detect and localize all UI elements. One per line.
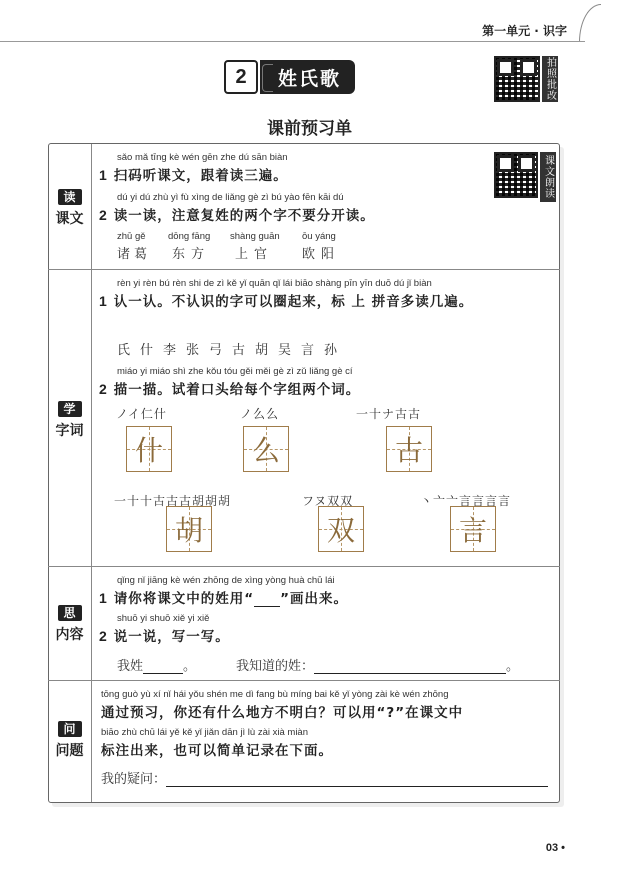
ask-line-1: 通过预习，你还有什么地方不明白？可以用“?”在课文中: [101, 705, 464, 721]
name-pinyin: dōng fāng: [168, 231, 211, 242]
known-surnames-input-line[interactable]: [314, 673, 506, 674]
think-item-1: [99, 587, 348, 607]
pinyin-line: rèn yi rèn bú rèn shi de zì kě yǐ quān qǐ lái biāo shàng pīn yīn duō dú jǐ biàn: [117, 278, 432, 289]
category-label: 问题: [55, 743, 84, 759]
category-badge: 思: [58, 605, 82, 621]
pinyin-line: biāo zhù chū lái yě kě yǐ jiǎn dān jì lù zài xià miàn: [101, 727, 309, 738]
fill-surname: [117, 655, 196, 674]
item-text: 读一读，注意复姓的两个字不要分开读。: [113, 208, 375, 224]
compound-surname: 欧阳: [302, 247, 341, 262]
item-number: 1: [99, 590, 108, 606]
row-divider-1: [48, 269, 560, 270]
page-number-value: 03: [545, 842, 559, 854]
category-badge: 问: [58, 721, 82, 737]
trace-character: 什: [134, 434, 163, 467]
trace-character: 胡: [174, 514, 203, 547]
page-header: [0, 0, 619, 42]
tracing-grid[interactable]: [386, 426, 432, 472]
header-divider: [0, 41, 585, 42]
item-number: 1: [99, 293, 108, 309]
stroke-order: 一十十古古古胡胡胡: [114, 494, 232, 508]
compound-surname: 诸葛: [117, 247, 152, 262]
page-corner-decoration: [579, 4, 601, 42]
read-item-1: [99, 164, 288, 184]
lesson-heading: [224, 60, 355, 94]
fill-end: 。: [506, 659, 520, 674]
category-learn: [48, 398, 91, 440]
lesson-number: 2: [224, 60, 258, 94]
row-divider-2: [48, 566, 560, 567]
think-item-2: [99, 625, 230, 645]
category-ask: [48, 718, 91, 760]
fill-known-surnames: [236, 655, 519, 674]
tracing-grid[interactable]: [243, 426, 289, 472]
stroke-order: 一十ナ古古: [356, 407, 422, 421]
item-text: 描一描。试着口头给每个字组两个词。: [113, 382, 361, 398]
tracing-grid[interactable]: [318, 506, 364, 552]
item-text: 认一认。不认识的字可以圈起来，标 上 拼音多读几遍。: [113, 294, 474, 310]
name-pinyin: zhū gě: [117, 231, 146, 242]
fill-label: 我知道的姓：: [236, 659, 315, 674]
question-input-line[interactable]: [166, 786, 548, 787]
item-number: 1: [99, 167, 108, 183]
stroke-order: 丶亠亠言言言言: [420, 494, 512, 508]
tracing-grid[interactable]: [126, 426, 172, 472]
ask-line-2: 标注出来，也可以简单记录在下面。: [101, 743, 333, 759]
category-badge: 学: [58, 401, 82, 417]
fill-end: 。: [183, 659, 197, 674]
category-think: [48, 602, 91, 644]
category-badge: 读: [58, 189, 82, 205]
name-pinyin: ōu yáng: [302, 231, 336, 242]
pinyin-line: sǎo mǎ tīng kè wén gēn zhe dú sān biàn: [117, 152, 288, 163]
pinyin-line: dú yi dú zhù yì fù xìng de liǎng gè zì bú yào fēn kāi dú: [117, 192, 344, 203]
item-text: 请你将课文中的姓用“: [113, 591, 255, 607]
surname-input-line[interactable]: [143, 673, 183, 674]
qr-label-read-aloud: 课文朗读: [540, 152, 556, 202]
question-label: 我的疑问：: [101, 772, 167, 787]
unit-label: 第一单元 · 识字: [482, 24, 567, 38]
symbol-blank: [254, 606, 280, 607]
compound-surname: 东方: [172, 247, 211, 262]
name-pinyin: shàng guān: [230, 231, 280, 242]
pinyin-line: tōng guò yù xí nǐ hái yǒu shén me dì fang bù míng bai kě yǐ yòng zài kè wén zhōng: [101, 689, 449, 700]
qr-code-icon[interactable]: [494, 56, 540, 102]
category-label: 字词: [55, 423, 84, 439]
qr-label-photo-check: 拍照批改: [542, 56, 558, 102]
question-field: [101, 768, 548, 787]
category-read: [48, 186, 91, 228]
page-number: 03 •: [545, 842, 565, 854]
trace-character: 么: [251, 434, 280, 467]
tracing-grid[interactable]: [166, 506, 212, 552]
stroke-order: ノイ仁什: [116, 407, 167, 421]
lesson-title: 姓氏歌: [260, 60, 355, 94]
pinyin-line: shuō yi shuō xiě yi xiě: [117, 613, 210, 624]
fill-label: 我姓: [117, 659, 144, 674]
category-label: 内容: [55, 627, 84, 643]
pinyin-line: miáo yi miáo shì zhe kǒu tóu gěi měi gè zì zǔ liǎng gè cí: [117, 366, 353, 377]
read-item-2: [99, 204, 375, 224]
item-number: 2: [99, 381, 108, 397]
tracing-grid[interactable]: [450, 506, 496, 552]
stroke-order: ノ么么: [240, 407, 280, 421]
pinyin-line: qǐng nǐ jiāng kè wén zhōng de xìng yòng huà chū lái: [117, 575, 335, 586]
item-text: 扫码听课文，跟着读三遍。: [113, 168, 288, 184]
item-number: 2: [99, 207, 108, 223]
trace-character: 双: [326, 514, 355, 547]
column-divider: [91, 144, 92, 802]
item-text: ”画出来。: [280, 591, 349, 607]
stroke-order: フヌ双双: [302, 494, 354, 508]
worksheet-title: 课前预习单: [267, 119, 352, 139]
compound-surname: 上官: [235, 247, 274, 262]
qr-code-read-icon[interactable]: [494, 152, 538, 198]
learn-item-2: [99, 378, 360, 398]
item-number: 2: [99, 628, 108, 644]
item-text: 说一说，写一写。: [113, 629, 230, 645]
trace-character: 古: [394, 434, 423, 467]
recognize-characters: 氏什李张弓古胡吴言孙: [117, 343, 348, 358]
category-label: 课文: [55, 211, 84, 227]
trace-character: 言: [458, 514, 487, 547]
row-divider-3: [48, 680, 560, 681]
learn-item-1: [99, 290, 473, 310]
